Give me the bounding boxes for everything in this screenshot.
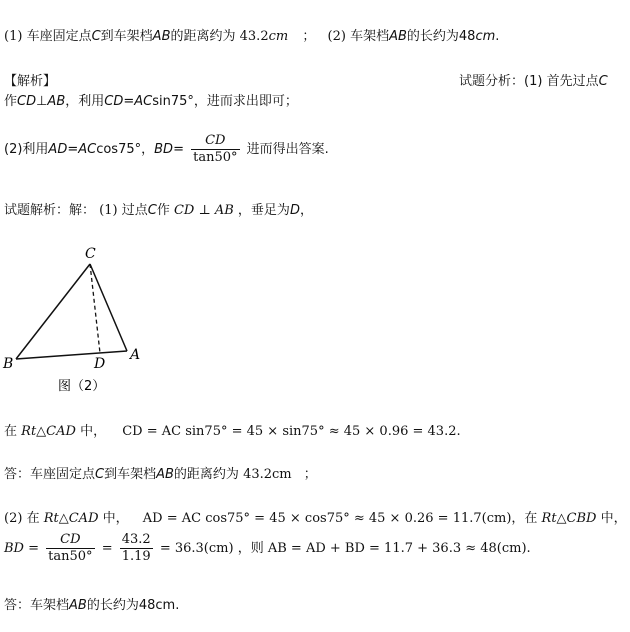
text: 试题分析： [459, 74, 525, 89]
equals: = [101, 541, 113, 556]
fraction-numerator: 43.2 [121, 532, 151, 547]
analysis-line3 [4, 133, 329, 166]
answer1-line [4, 463, 317, 482]
part1-number: (1) [4, 29, 23, 44]
text: ，利用 [65, 94, 105, 109]
fraction [46, 532, 94, 565]
value: 43.2cm [243, 467, 292, 482]
text: 的距离约为 [170, 29, 236, 44]
triangle-name: Rt△CAD [21, 424, 76, 439]
var: AB [389, 29, 407, 44]
formula: CD⊥AB [17, 94, 66, 109]
text: ； [303, 467, 317, 482]
text: 在 [26, 511, 40, 526]
fraction-numerator: CD [191, 133, 239, 150]
formula: BD= [154, 142, 184, 157]
triangle-figure [0, 235, 160, 405]
unit: cm [475, 29, 496, 44]
var: C [95, 467, 105, 482]
var: C [598, 74, 608, 89]
solution-heading [4, 199, 313, 218]
text: ，在 [511, 511, 538, 526]
var: C [147, 203, 157, 218]
text: 到车架档 [100, 29, 153, 44]
formula: CD ⊥ AB [173, 203, 234, 218]
part-number: (2) [4, 511, 23, 526]
text: 答：车座固定点 [4, 467, 96, 482]
fraction-denominator: tan50° [193, 150, 238, 165]
text: ， [299, 203, 313, 218]
equation: CD = AC sin75° = 45 × sin75° ≈ 45 × 0.96 = 43.2. [122, 424, 461, 439]
part-number: (1) [99, 203, 118, 218]
text: 进而得出答案. [246, 142, 329, 157]
text: 的距离约为 [173, 467, 239, 482]
equation: AB = AD + BD = 11.7 + 36.3 ≈ 48(cm). [267, 541, 531, 556]
formula: BD = [4, 541, 40, 556]
fraction [191, 133, 239, 166]
fraction-numerator: CD [46, 532, 94, 549]
var: AB [156, 467, 174, 482]
text: ， [141, 142, 155, 157]
answer-summary-line [4, 25, 499, 44]
answer2-line [4, 594, 179, 613]
unit: cm [268, 29, 289, 44]
fraction-denominator: 1.19 [121, 549, 151, 564]
text: (1) 首先过点 [524, 74, 599, 89]
text: 中， [102, 511, 129, 526]
text: 车架档 [350, 29, 390, 44]
equation: AD = AC cos75° = 45 × cos75° ≈ 45 × 0.26 = 11.7(cm) [142, 511, 512, 526]
text: 到车架档 [104, 467, 157, 482]
text: 车座固定点 [26, 29, 92, 44]
analysis-line2 [4, 90, 298, 109]
side-CA [90, 264, 127, 351]
step3-line [4, 532, 531, 565]
label-C: C [85, 246, 96, 262]
triangle-name: Rt△CBD [541, 511, 597, 526]
text: (2)利用 [4, 142, 49, 157]
text: 的长约为 [406, 29, 459, 44]
var: AB [152, 29, 171, 44]
triangle-name: Rt△CAD [43, 511, 99, 526]
label-D: D [94, 356, 106, 372]
formula: sin75° [152, 94, 194, 109]
value: 48 [458, 29, 476, 44]
value: 48cm [138, 598, 176, 613]
formula: cos75° [96, 142, 142, 157]
step2-line [4, 507, 627, 526]
text: 作 [4, 94, 18, 109]
text: 答：车架档 [4, 598, 70, 613]
text: ，则 [237, 541, 264, 556]
formula: AD=AC [48, 142, 97, 157]
text: ，垂足为 [237, 203, 290, 218]
text: 中， [600, 511, 627, 526]
fraction [120, 532, 153, 565]
side-BA [16, 351, 127, 359]
analysis-right [459, 70, 608, 89]
part2-number: (2) [327, 29, 346, 44]
formula: CD=AC [104, 94, 153, 109]
text: ，进而求出即可； [193, 94, 298, 109]
equation: = 36.3(cm) [159, 541, 234, 556]
text: 过点 [121, 203, 148, 218]
side-BC [16, 264, 90, 359]
text: 中， [80, 424, 107, 439]
period: . [175, 598, 180, 613]
var: C [91, 29, 101, 44]
label-A: A [130, 347, 141, 363]
step1-line [4, 420, 461, 439]
value: 43.2 [239, 29, 269, 44]
var: AB [69, 598, 87, 613]
text: 作 [156, 203, 170, 218]
text: 在 [4, 424, 18, 439]
fraction-denominator: tan50° [48, 549, 93, 564]
separator: ； [302, 29, 316, 44]
text: 试题解析：解： [4, 203, 96, 218]
var: D [289, 203, 300, 218]
figure-caption: 图（2） [58, 379, 106, 394]
analysis-label: 【解析】 [4, 74, 57, 89]
text: 的长约为 [86, 598, 139, 613]
period: . [495, 29, 500, 44]
label-B: B [3, 356, 14, 372]
